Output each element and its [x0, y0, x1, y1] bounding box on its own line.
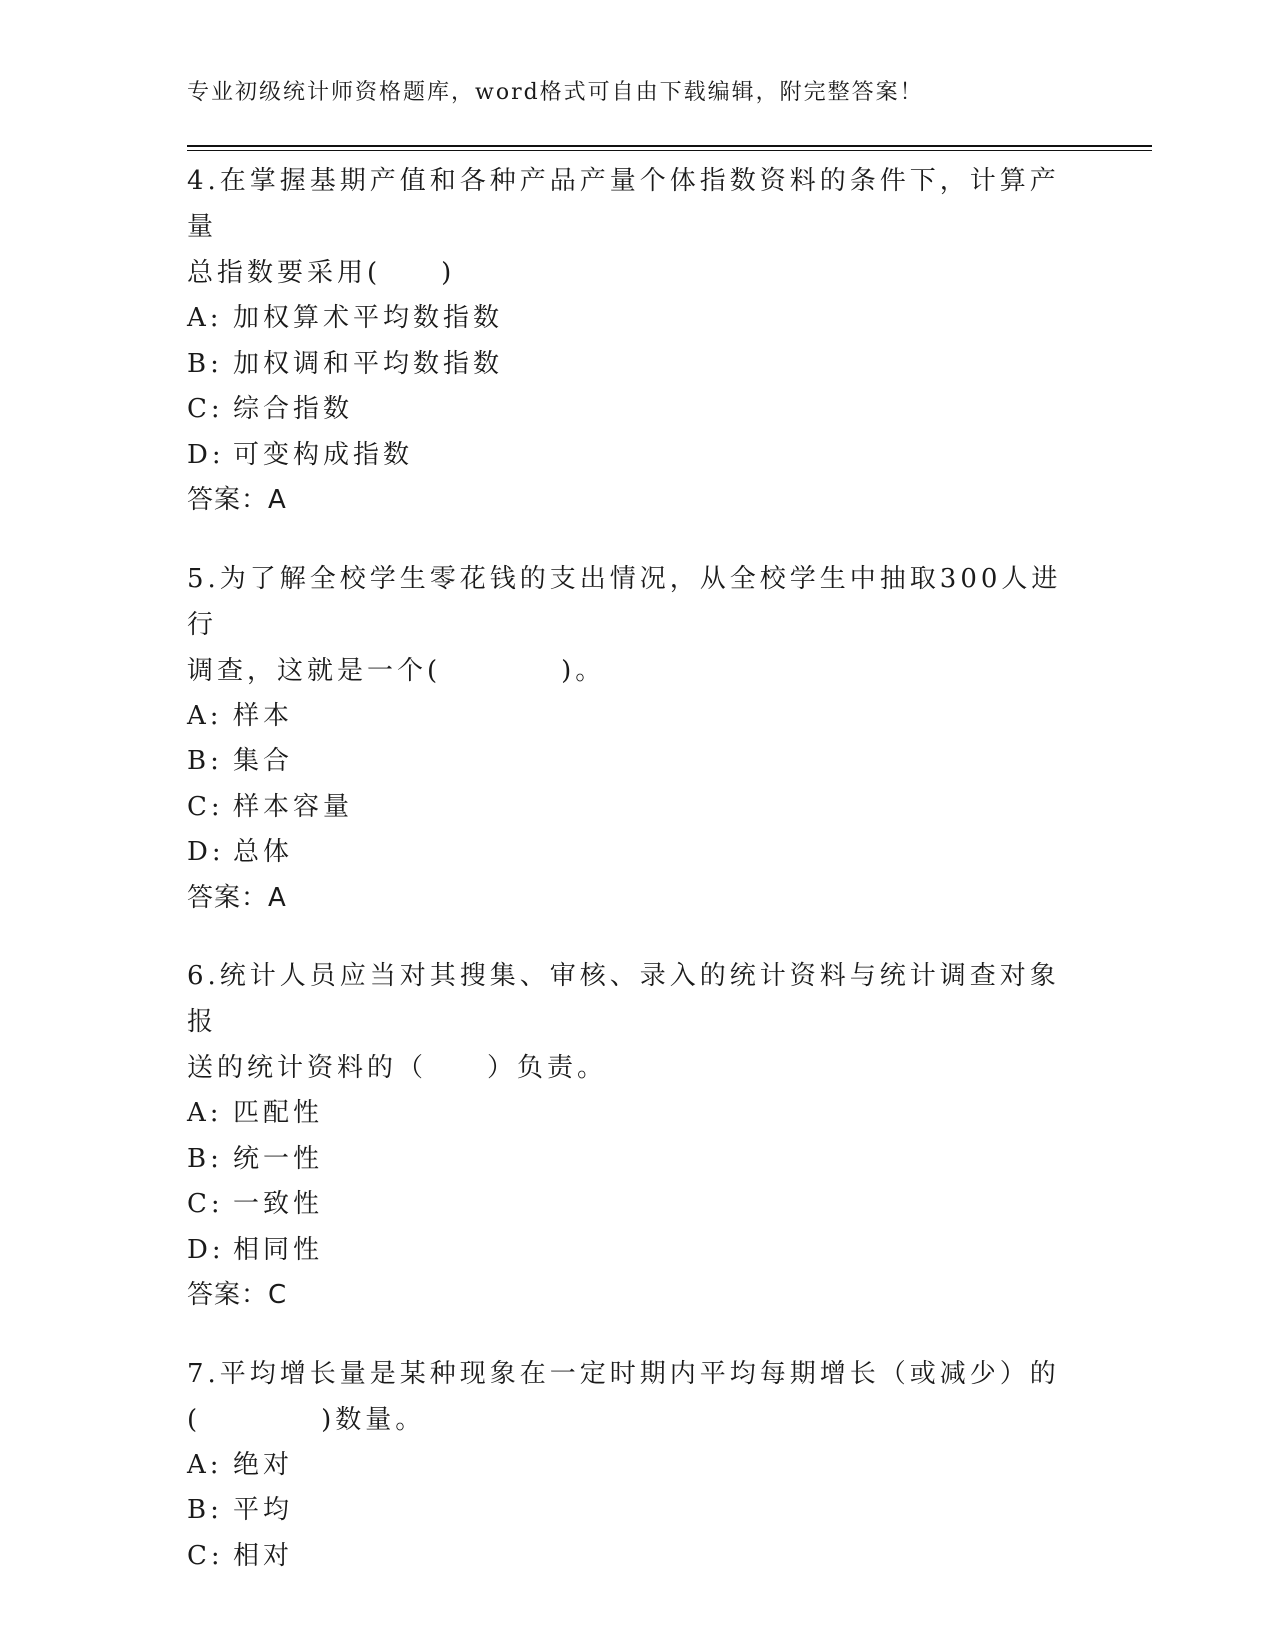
question-stem: [187, 953, 1087, 1091]
option-letter: A:: [187, 303, 223, 333]
page-header: 专业初级统计师资格题库，word格式可自由下载编辑，附完整答案！: [187, 80, 924, 105]
option-letter: C:: [187, 791, 224, 822]
option-text: 可变构成指数: [233, 439, 414, 470]
question-stem-line: 调查，这就是一个( )。: [187, 655, 606, 686]
answer-line: 答案：C: [187, 1280, 288, 1310]
question-stem-line: 6.统计人员应当对其搜集、审核、录入的统计资料与统计调查对象报: [187, 961, 1060, 1037]
option-text: 平均: [233, 1495, 294, 1525]
option-text: 统一性: [233, 1143, 324, 1174]
option-text: 绝对: [233, 1449, 294, 1480]
question-stem-line: 7.平均增长量是某种现象在一定时期内平均每期增长（或减少）的: [187, 1358, 1060, 1389]
option-a: [187, 1091, 1087, 1137]
question-stem-line: ( )数量。: [187, 1404, 426, 1435]
option-letter: A:: [187, 1098, 223, 1128]
option-letter: A:: [187, 700, 223, 731]
option-c: [187, 1534, 1087, 1580]
header-divider: [187, 145, 1152, 151]
option-a: [187, 694, 1087, 740]
option-d: [187, 433, 1087, 479]
option-d: [187, 830, 1087, 876]
option-b: [187, 1488, 1087, 1534]
option-letter: C:: [187, 1540, 224, 1571]
option-letter: D:: [187, 1234, 225, 1265]
option-text: 加权算术平均数指数: [233, 303, 504, 333]
option-b: [187, 1137, 1087, 1183]
option-letter: D:: [187, 439, 225, 470]
option-letter: A:: [187, 1449, 223, 1480]
option-text: 匹配性: [233, 1098, 324, 1128]
option-text: 加权调和平均数指数: [233, 348, 504, 379]
option-c: [187, 387, 1087, 433]
question-5: [187, 556, 1087, 922]
question-stem-line: 送的统计资料的（ ）负责。: [187, 1053, 608, 1083]
option-text: 相对: [233, 1540, 294, 1571]
question-7: [187, 1351, 1087, 1580]
option-letter: B:: [187, 1143, 223, 1174]
answer-line: 答案：A: [187, 485, 287, 515]
option-text: 一致性: [233, 1189, 324, 1219]
option-text: 样本: [233, 700, 294, 731]
option-a: [187, 1443, 1087, 1489]
question-stem: [187, 556, 1087, 694]
option-letter: B:: [187, 746, 223, 776]
option-text: 综合指数: [233, 394, 354, 424]
option-text: 集合: [233, 746, 294, 776]
option-text: 总体: [233, 837, 294, 867]
option-letter: B:: [187, 348, 223, 379]
option-b: [187, 739, 1087, 785]
question-stem: [187, 1351, 1087, 1443]
option-c: [187, 1182, 1087, 1228]
question-stem-line: 4.在掌握基期产值和各种产品产量个体指数资料的条件下，计算产量: [187, 166, 1060, 242]
question-stem-line: 5.为了解全校学生零花钱的支出情况，从全校学生中抽取300人进行: [187, 563, 1062, 640]
question-stem-line: 总指数要采用( ): [187, 258, 456, 288]
option-a: [187, 296, 1087, 342]
option-letter: C:: [187, 1189, 224, 1219]
question-4: [187, 158, 1087, 524]
option-letter: B:: [187, 1495, 223, 1525]
question-list: [187, 158, 1087, 1611]
option-d: [187, 1228, 1087, 1274]
answer-line: 答案：A: [187, 882, 287, 913]
option-letter: D:: [187, 837, 225, 867]
option-letter: C:: [187, 394, 224, 424]
question-6: [187, 953, 1087, 1319]
option-text: 样本容量: [233, 791, 354, 822]
option-b: [187, 342, 1087, 388]
question-stem: [187, 158, 1087, 296]
option-c: [187, 785, 1087, 831]
option-text: 相同性: [233, 1234, 324, 1265]
